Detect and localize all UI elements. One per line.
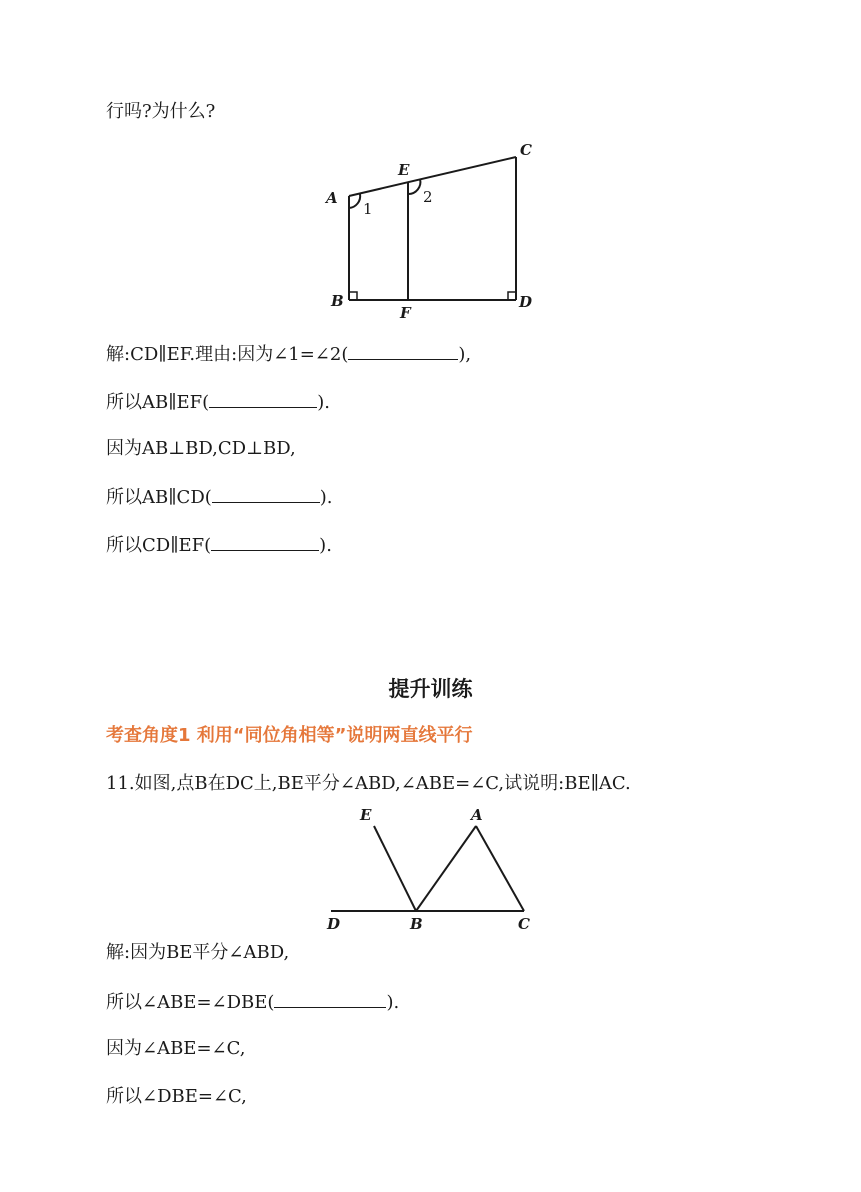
label-angle-2: 2 [423,188,433,206]
answer-blank-3[interactable] [212,484,320,503]
label-f: F [400,304,411,322]
solution-line-1-text: 解:CD∥EF.理由:因为∠1=∠2( [106,344,349,365]
figure-1-diagram [320,135,550,325]
solution-line-2-end: ). [317,392,330,413]
label-c: C [518,915,530,933]
answer-blank-5[interactable] [274,989,386,1008]
label-d: D [519,293,533,311]
part2-solution-line-2-text: 所以∠ABE=∠DBE( [106,992,275,1013]
solution-line-1 [106,341,471,367]
answer-blank-1[interactable] [348,341,458,360]
answer-blank-4[interactable] [211,532,319,551]
solution-line-3: 因为AB⊥BD,CD⊥BD, [106,438,296,459]
label-a: A [326,189,338,207]
problem-statement: 11.如图,点B在DC上,BE平分∠ABD,∠ABE=∠C,试说明:BE∥AC. [106,773,631,794]
label-e: E [360,806,372,824]
intro-line: 行吗?为什么? [106,101,216,122]
part2-solution-line-2-end: ). [386,992,400,1013]
solution-line-2 [106,389,330,415]
line-ba [416,826,476,911]
label-d: D [327,915,341,933]
label-e: E [398,161,410,179]
part2-solution-line-1: 解:因为BE平分∠ABD, [106,942,290,963]
solution-line-4-end: ). [319,487,333,508]
label-b: B [410,915,423,933]
right-angle-b [349,292,357,300]
solution-line-4-text: 所以AB∥CD( [106,487,212,508]
solution-line-5-text: 所以CD∥EF( [106,535,212,556]
label-a: A [471,806,483,824]
label-b: B [331,292,344,310]
answer-blank-2[interactable] [209,389,317,408]
part2-solution-line-4: 所以∠DBE=∠C, [106,1086,247,1107]
part2-solution-line-3: 因为∠ABE=∠C, [106,1038,246,1059]
solution-line-1-end: ), [458,344,472,365]
label-c: C [520,141,532,159]
section-title: 考查角度1 利用“同位角相等”说明两直线平行 [106,725,473,746]
right-angle-d [508,292,516,300]
solution-line-2-text: 所以AB∥EF( [106,392,210,413]
line-be [374,826,416,911]
solution-line-5 [106,532,332,558]
figure-2-diagram [322,800,542,935]
line-ac [476,826,524,911]
solution-line-5-end: ). [319,535,332,556]
label-angle-1: 1 [363,200,373,218]
part2-solution-line-2 [106,989,399,1015]
solution-line-4 [106,484,333,510]
section-heading: 提升训练 [388,677,473,701]
